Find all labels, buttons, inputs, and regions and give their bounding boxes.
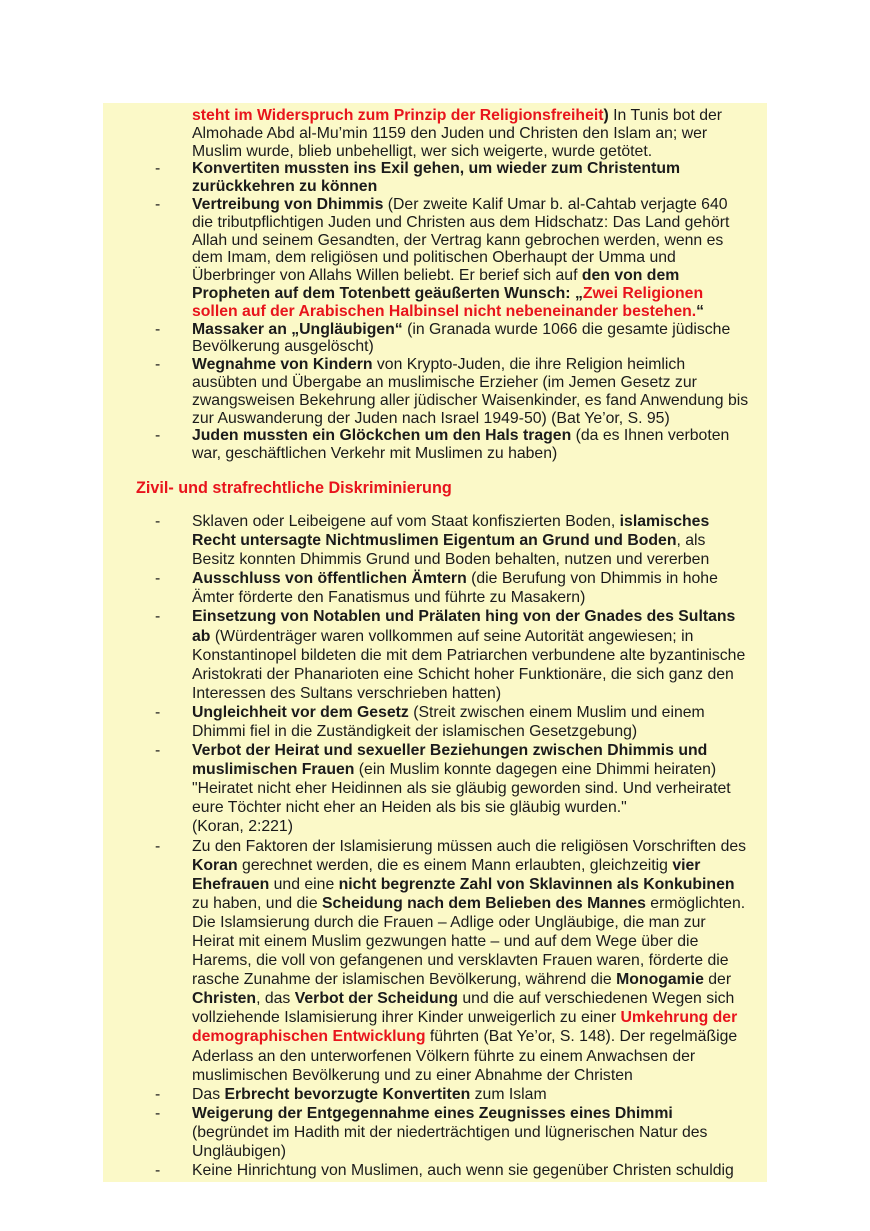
bullet-item [103, 196, 751, 321]
bold-text: Christen [192, 990, 257, 1008]
bullet-dash: - [155, 608, 161, 626]
body-text: zum Islam [470, 1085, 547, 1103]
bold-text: Scheidung nach dem Belieben des Mannes [322, 894, 646, 912]
red-emphasis-text: Umkehrung der demographischen Entwicklung [192, 1009, 738, 1046]
bullet-text [192, 742, 731, 835]
bullet-dash: - [155, 427, 161, 445]
body-text: Zu den Faktoren der Islamisierung müssen auch die religiösen Vorschriften des [192, 837, 747, 855]
bullet-dash: - [155, 1162, 161, 1180]
bullet-list-civil-criminal-discrimination [103, 512, 751, 1180]
bullet-text [192, 570, 718, 606]
bold-text: Konvertiten mussten ins Exil gehen, um wieder zum Christentum zurückkehren zu können [192, 160, 681, 196]
bullet-item [103, 427, 751, 463]
bullet-item [103, 1085, 751, 1104]
body-text: Das [192, 1085, 225, 1103]
bullet-dash: - [155, 1085, 161, 1103]
bold-text: Ausschluss von öffentlichen Ämtern [192, 570, 467, 588]
body-text: führten (Bat Ye’or, S. 148). Der regelmäßige Aderlass an den unterworfenen Völkern führte zu einem Anwachsen der muslimischen Bevölkerung und zu einer Abnahme der Christen [192, 1028, 738, 1084]
bold-text: vier Ehefrauen [192, 856, 701, 893]
body-text: (Koran, 2:221) [192, 818, 293, 836]
body-text: (Streit zwischen einem Muslim und einem Dhimmi fiel in die Zuständigkeit der islamischen Gesetzgebung) [192, 703, 705, 740]
bullet-text [192, 356, 748, 426]
bullet-dash: - [155, 570, 161, 588]
bullet-dash: - [155, 195, 161, 213]
bullet-dash: - [155, 160, 161, 178]
red-emphasis-text: steht im Widerspruch zum Prinzip der Religionsfreiheit [192, 107, 604, 124]
bullet-text [192, 427, 729, 462]
body-text: (Würdenträger waren vollkommen auf seine Autorität angewiesen; in Konstantinopel bildeten die mit dem Patriarchen verbundene alte byzantinische Aristokrati der Phanarioten eine Schicht hoher Funktionäre, die sich ganz den Interessen des Sultans verschrieben hatten) [192, 627, 746, 702]
body-text: (Der zweite Kalif Umar b. al-Cahtab verjagte 640 die tributpflichtigen Juden und Christen aus dem Hidschatz: Das Land gehört Allah und seinem Gesandten, der Vertrag kann gebrochen werden, wenn es dem Imam, dem religiösen und politischen Oberhaupt der Umma und Überbringer von Allahs Willen beliebt. Er berief sich auf [192, 195, 730, 285]
bold-text: Wegnahme von Kindern [192, 356, 373, 374]
body-text: , als Besitz konnten Dhimmis Grund und Boden behalten, nutzen und vererben [192, 532, 710, 569]
bullet-text [192, 321, 730, 356]
bold-text: Vertreibung von Dhimmis [192, 195, 384, 213]
bold-text: Verbot der Scheidung [294, 990, 458, 1008]
bullet-text [192, 1105, 707, 1160]
body-text: gerechnet werden, die es einem Mann erlaubten, gleichzeitig [237, 856, 673, 874]
bullet-text [192, 608, 745, 701]
bold-text: nicht begrenzte Zahl von Sklavinnen als Konkubinen [338, 875, 735, 893]
bullet-text [192, 704, 705, 740]
body-text: zu haben, und die [192, 894, 322, 912]
section-heading: Zivil- und strafrechtliche Diskriminierung [136, 478, 452, 497]
bullet-dash: - [155, 512, 161, 530]
body-text: und die auf verschiedenen Wegen sich vollziehende Islamisierung ihrer Kinder unweigerlich zu einer [192, 990, 735, 1027]
bold-text: Ungleichheit vor dem Gesetz [192, 703, 409, 721]
bullet-item [103, 607, 751, 702]
bullet-list-persecution [103, 160, 751, 463]
body-text: In Tunis bot der Almohade Abd al-Mu’min 1159 den Juden und Christen den Islam an; wer Muslim wurde, blieb unbehelligt, wer sich weigerte, wurde getötet. [192, 107, 723, 160]
bullet-dash: - [155, 356, 161, 374]
body-text: (begründet im Hadith mit der niederträchtigen und lügnerischen Natur des Ungläubigen) [192, 1123, 708, 1161]
bullet-dash: - [155, 837, 161, 855]
bold-text: Weigerung der Entgegennahme eines Zeugnisses eines Dhimmi [192, 1104, 673, 1122]
bullet-text [192, 1086, 547, 1103]
bullet-dash: - [155, 320, 161, 338]
body-text: (in Granada wurde 1066 die gesamte jüdische Bevölkerung ausgelöscht) [192, 320, 731, 356]
bullet-dash: - [155, 1104, 161, 1122]
body-text: und eine [269, 875, 339, 893]
bold-text: Einsetzung von Notablen und Prälaten hing von der Gnades des Sultans ab [192, 608, 736, 645]
bullet-item [103, 160, 751, 196]
red-emphasis-text: Zwei Religionen sollen auf der Arabischen Halbinsel nicht nebeneinander bestehen. [192, 284, 704, 320]
body-text: Sklaven oder Leibeigene auf vom Staat konfiszierten Boden, [192, 512, 620, 530]
bold-text: Koran [192, 856, 238, 874]
bullet-text [192, 838, 746, 1084]
bullet-item [103, 512, 751, 569]
body-text: Keine Hinrichtung von Muslimen, auch wenn sie gegenüber Christen schuldig [192, 1162, 734, 1180]
body-text: (ein Muslim konnte dagegen eine Dhimmi heiraten) [354, 761, 717, 779]
bullet-dash: - [155, 703, 161, 721]
body-text: (die Berufung von Dhimmis in hohe Ämter förderte den Fanatismus und führte zu Masakern) [192, 570, 718, 607]
bullet-item [103, 703, 751, 741]
bold-text: Monogamie [616, 971, 704, 989]
bold-text: Erbrecht bevorzugte Konvertiten [224, 1085, 471, 1103]
bullet-text [192, 196, 729, 320]
bold-text: ) [603, 107, 609, 124]
bullet-item [103, 356, 751, 427]
body-text: "Heiratet nicht eher Heidinnen als sie gläubig geworden sind. Und verheiratet eure Töchter nicht eher an Heiden als bis sie gläubig wurden." [192, 780, 731, 817]
bold-text: “ [696, 302, 705, 320]
bold-text: Juden mussten ein Glöckchen um den Hals tragen [192, 427, 572, 445]
intro-paragraph [192, 107, 751, 160]
bullet-item [103, 321, 751, 357]
bullet-text [192, 1162, 734, 1179]
body-text: ermöglichten. Die Islamsierung durch die Frauen – Adlige oder Ungläubige, die man zur Heirat mit einem Muslim gezwungen hatte – und auf dem Wege über die Harems, die voll von gefangenen und versklavten Frauen waren, förderte die rasche Zunahme der islamischen Bevölkerung, während die [192, 894, 746, 989]
bold-text: Verbot der Heirat und sexueller Beziehungen zwischen Dhimmis und muslimischen Frauen [192, 742, 708, 779]
bullet-item [103, 741, 751, 836]
body-text: der [703, 971, 732, 989]
body-text: (da es Ihnen verboten war, geschäftlichen Verkehr mit Muslimen zu haben) [192, 427, 730, 463]
bold-text: Massaker an „Ungläubigen“ [192, 320, 403, 338]
document-sheet [103, 103, 767, 1182]
bullet-text [192, 160, 680, 195]
bullet-item [103, 569, 751, 607]
bullet-text [192, 513, 709, 568]
bold-text: den von dem Propheten auf dem Totenbett geäußerten Wunsch: „ [192, 267, 680, 302]
bullet-item [103, 837, 751, 1085]
bullet-item [103, 1104, 751, 1161]
bullet-item [103, 1161, 751, 1180]
bullet-dash: - [155, 742, 161, 760]
body-text: , das [256, 990, 295, 1008]
bold-text: islamisches Recht untersagte Nichtmuslimen Eigentum an Grund und Boden [192, 512, 710, 550]
body-text: von Krypto-Juden, die ihre Religion heimlich ausübten und Übergabe an muslimische Erzieher (im Jemen Gesetz zur zwangsweisen Bekehrung aller jüdischer Waisenkinder, es fand Anwendung bis zur Auswanderung der Juden nach Israel 1949-50) (Bat Ye’or, S. 95) [192, 356, 749, 427]
